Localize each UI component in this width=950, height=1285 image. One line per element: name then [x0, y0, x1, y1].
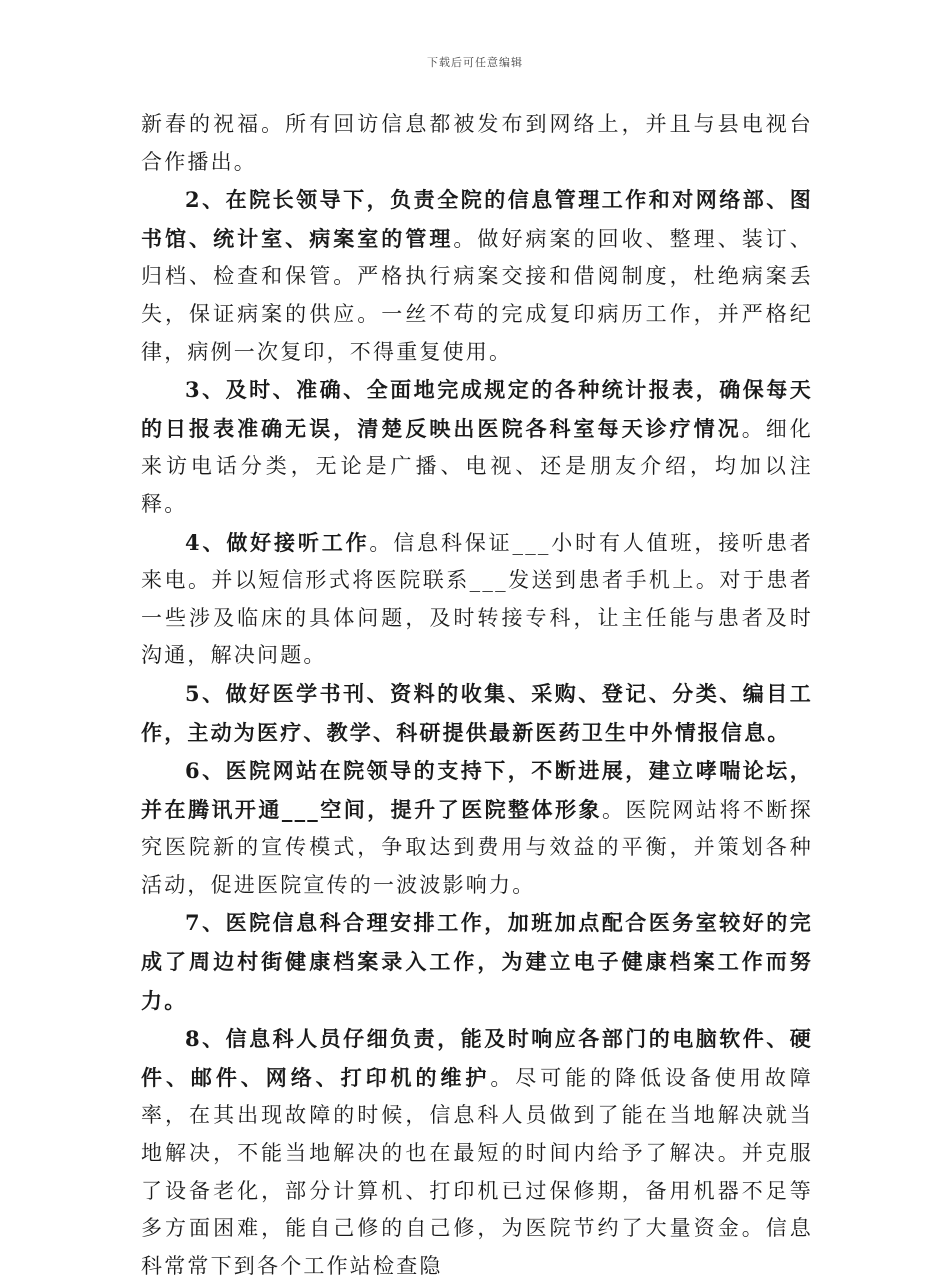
- paragraph-4: [141, 524, 813, 675]
- paragraph-1: [141, 106, 813, 181]
- paragraph-4-bold: 4、做好接听工作: [185, 529, 370, 555]
- paragraph-8-text: 。尽可能的降低设备使用故障率，在其出现故障的时候，信息科人员做到了能在当地解决就当地解决，不能当地解决的也在最短的时间内给予了解决。并克服了设备老化，部分计算机、打印机已过保修期，备用机器不足等多方面困难，能自己修的自己修，为医院节约了大量资金。信息科常常下到各个工作站检查隐: [141, 1065, 813, 1278]
- paragraph-2: [141, 181, 813, 371]
- paragraph-8: [141, 1020, 813, 1285]
- paragraph-3-text: 。细化来访电话分类，无论是广播、电视、还是朋友介绍，均加以注释。: [141, 416, 813, 516]
- paragraph-4-text: 。信息科保证___小时有人值班，接听患者来电。并以短信形式将医院联系___发送到患者手机上。对于患者一些涉及临床的具体问题，及时转接专科，让主任能与患者及时沟通，解决问题。: [141, 530, 813, 668]
- paragraph-6: [141, 752, 813, 904]
- paragraph-7-bold: 7、医院信息科合理安排工作，加班加点配合医务室较好的完成了周边村街健康档案录入工作，为建立电子健康档案工作而努力。: [141, 910, 813, 1013]
- paragraph-3-bold: 3、及时、准确、全面地完成规定的各种统计报表，确保每天的日报表准确无误，清楚反映出医院各科室每天诊疗情况: [141, 377, 813, 441]
- paragraph-7: [141, 904, 813, 1020]
- paragraph-5-bold: 5、做好医学书刊、资料的收集、采购、登记、分类、编目工作，主动为医疗、教学、科研提供最新医药卫生中外情报信息。: [141, 680, 813, 745]
- paragraph-8-bold: 8、信息科人员仔细负责，能及时响应各部门的电脑软件、硬件、邮件、网络、打印机的维护: [141, 1026, 813, 1090]
- paragraph-2-text: 。做好病案的回收、整理、装订、归档、检查和保管。严格执行病案交接和借阅制度，杜绝病案丢失，保证病案的供应。一丝不苟的完成复印病历工作，并严格纪律，病例一次复印，不得重复使用。: [141, 226, 813, 364]
- paragraph-6-bold: 6、医院网站在院领导的支持下，不断进展，建立哮喘论坛，并在腾讯开通___空间，提升了医院整体形象: [141, 758, 813, 822]
- paragraph-3: [141, 371, 813, 523]
- paragraph-2-bold: 2、在院长领导下，负责全院的信息管理工作和对网络部、图书馆、统计室、病案室的管理: [141, 187, 813, 251]
- document-body: [141, 106, 813, 1285]
- paragraph-1-text: 新春的祝福。所有回访信息都被发布到网络上，并且与县电视台合作播出。: [141, 112, 813, 174]
- paragraph-5: [141, 675, 813, 752]
- page-header-note: 下载后可任意编辑: [427, 56, 523, 69]
- paragraph-6-text: 。医院网站将不断探究医院新的宣传模式，争取达到费用与效益的平衡，并策划各种活动，促进医院宣传的一波波影响力。: [141, 797, 813, 897]
